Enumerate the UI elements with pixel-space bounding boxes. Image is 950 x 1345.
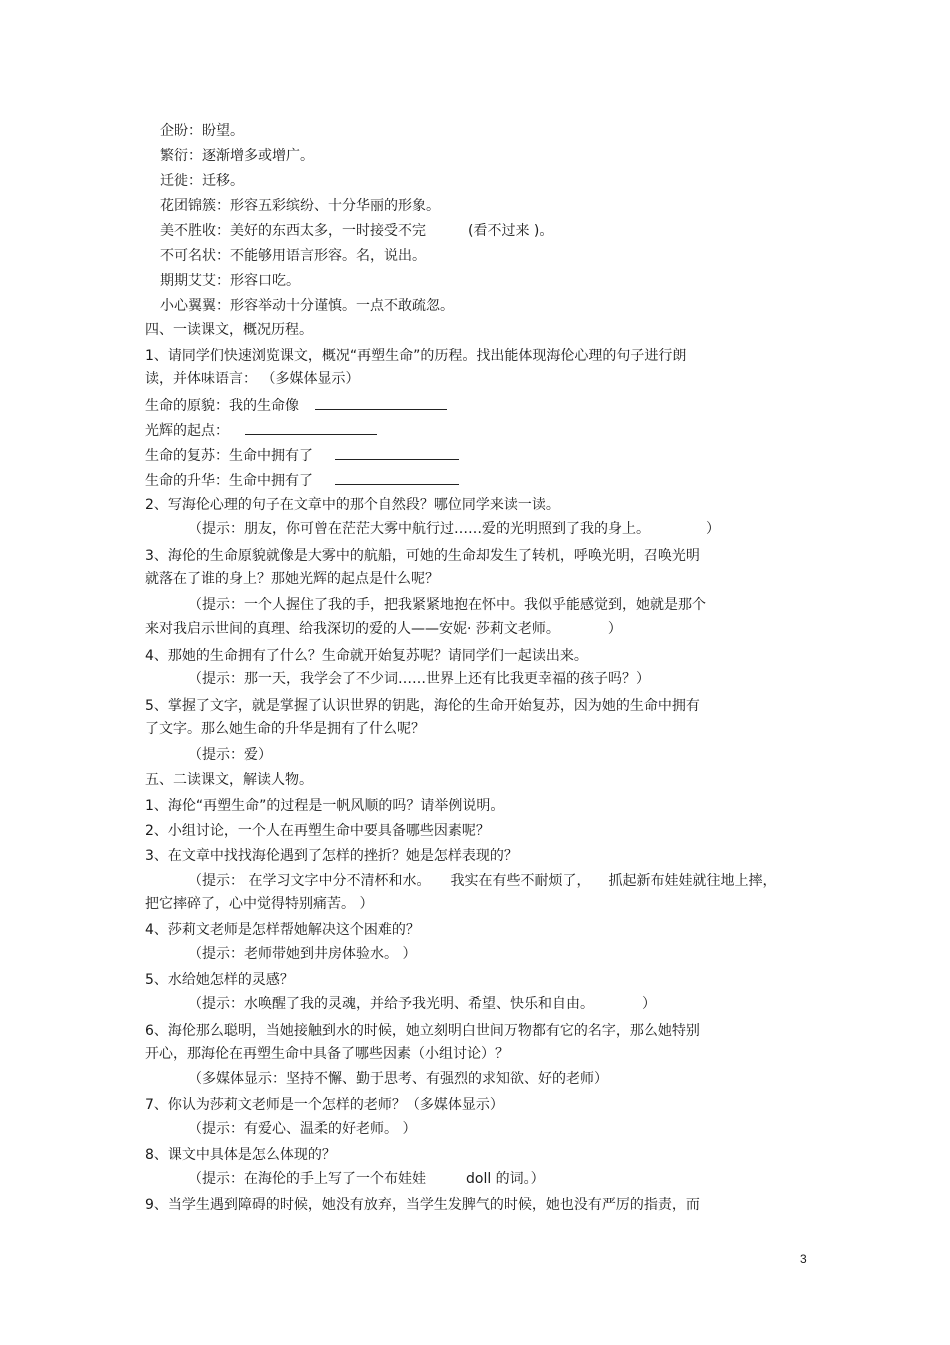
question-text: 7、你认为莎莉文老师是一个怎样的老师？（多媒体显示） [145, 1097, 504, 1113]
question-text: 开心，那海伦在再塑生命中具备了哪些因素（小组讨论）？ [145, 1046, 509, 1062]
vocab-text: 美不胜收：美好的东西太多，一时接受不完 [160, 223, 426, 239]
fill-in-line [145, 445, 459, 466]
hint-body: 抓起新布娃娃就往地上摔， [608, 873, 777, 889]
hint-text: （提示：爱） [188, 747, 272, 763]
hint-text: （多媒体显示：坚持不懈、勤于思考、有强烈的求知欲、好的老师） [188, 1071, 608, 1087]
hint-text [188, 871, 776, 891]
vocab-line: 小心翼翼：形容举动十分谨慎。一点不敢疏忽。 [160, 298, 454, 314]
hint-text [188, 519, 720, 539]
question-text: 8、课文中具体是怎么体现的？ [145, 1147, 336, 1163]
vocab-line: 企盼：盼望。 [160, 123, 244, 139]
hint-text [188, 994, 656, 1014]
hint-close: ） [642, 996, 656, 1012]
hint-text [188, 1169, 545, 1189]
vocab-line: 不可名状：不能够用语言形容。名，说出。 [160, 248, 426, 264]
question-text: 3、在文章中找找海伦遇到了怎样的挫折？她是怎样表现的？ [145, 848, 518, 864]
fill-label: 生命的升华：生命中拥有了 [145, 473, 313, 489]
fill-label: 生命的复苏：生命中拥有了 [145, 448, 313, 464]
hint-body: （提示：朋友，你可曾在茫茫大雾中航行过……爱的光明照到了我的身上。 [188, 521, 650, 537]
hint-text [145, 619, 622, 639]
question-text: 4、莎莉文老师是怎样帮她解决这个困难的？ [145, 922, 420, 938]
hint-body: 我实在有些不耐烦了， [450, 873, 591, 889]
fill-in-line [145, 470, 459, 491]
vocab-line: 迁徙：迁移。 [160, 173, 244, 189]
hint-body: （提示：在海伦的手上写了一个布娃娃 [188, 1171, 426, 1187]
hint-close: ） [607, 621, 622, 637]
section-heading: 四、一读课文，概况历程。 [145, 322, 313, 338]
hint-body: （提示： 在学习文字中分不清杯和水。 [188, 873, 431, 889]
question-text: 就落在了谁的身上？那她光辉的起点是什么呢？ [145, 571, 439, 587]
vocab-line [160, 221, 553, 241]
question-text: 1、海伦“再塑生命”的过程是一帆风顺的吗？请举例说明。 [145, 798, 505, 814]
answer-blank [335, 445, 459, 460]
hint-text: 把它摔碎了，心中觉得特别痛苦。 ） [145, 896, 374, 912]
answer-blank [315, 395, 447, 410]
hint-close: ） [706, 521, 720, 537]
question-text: 2、小组讨论，一个人在再塑生命中要具备哪些因素呢？ [145, 823, 490, 839]
fill-label: 生命的原貌：我的生命像 [145, 398, 299, 414]
question-text: 2、写海伦心理的句子在文章中的那个自然段？哪位同学来读一读。 [145, 497, 560, 513]
hint-text: （提示：那一天，我学会了不少词……世界上还有比我更幸福的孩子吗？） [188, 671, 650, 687]
question-text: 4、那她的生命拥有了什么？生命就开始复苏呢？请同学们一起读出来。 [145, 648, 588, 664]
question-text: 5、掌握了文字，就是掌握了认识世界的钥匙，海伦的生命开始复苏，因为她的生命中拥有 [145, 698, 700, 714]
question-text: 了文字。那么她生命的升华是拥有了什么呢？ [145, 721, 425, 737]
question-text: 3、海伦的生命原貌就像是大雾中的航船，可她的生命却发生了转机，呼唤光明，召唤光明 [145, 548, 700, 564]
answer-blank [335, 470, 459, 485]
vocab-text: (看不过来 )。 [468, 223, 554, 239]
question-text: 5、水给她怎样的灵感？ [145, 972, 294, 988]
hint-body: （提示：水唤醒了我的灵魂，并给予我光明、希望、快乐和自由。 [188, 996, 594, 1012]
question-text: 1、请同学们快速浏览课文，概况“再塑生命”的历程。找出能体现海伦心理的句子进行朗 [145, 348, 687, 364]
question-text: 9、当学生遇到障碍的时候，她没有放弃，当学生发脾气的时候，她也没有严厉的指责，而 [145, 1197, 700, 1213]
fill-label: 光辉的起点： [145, 423, 229, 439]
section-heading: 五、二读课文，解读人物。 [145, 772, 313, 788]
vocab-line: 繁衍：逐渐增多或增广。 [160, 148, 314, 164]
answer-blank [245, 420, 377, 435]
hint-text: （提示：老师带她到井房体验水。 ） [188, 946, 417, 962]
hint-body: doll 的词。） [466, 1171, 545, 1187]
fill-in-line [145, 420, 377, 441]
hint-text: （提示：一个人握住了我的手，把我紧紧地抱在怀中。我似乎能感觉到，她就是那个 [188, 597, 706, 613]
vocab-line: 花团锦簇：形容五彩缤纷、十分华丽的形象。 [160, 198, 440, 214]
question-text: 6、海伦那么聪明，当她接触到水的时候，她立刻明白世间万物都有它的名字，那么她特别 [145, 1023, 700, 1039]
question-text: 读，并体味语言： （多媒体显示） [145, 371, 360, 387]
hint-text: （提示：有爱心、温柔的好老师。 ） [188, 1121, 417, 1137]
hint-body: 来对我启示世间的真理、给我深切的爱的人——安妮· 莎莉文老师。 [145, 621, 560, 637]
vocab-line: 期期艾艾：形容口吃。 [160, 273, 300, 289]
page-number: 3 [800, 1252, 807, 1266]
fill-in-line [145, 395, 447, 416]
